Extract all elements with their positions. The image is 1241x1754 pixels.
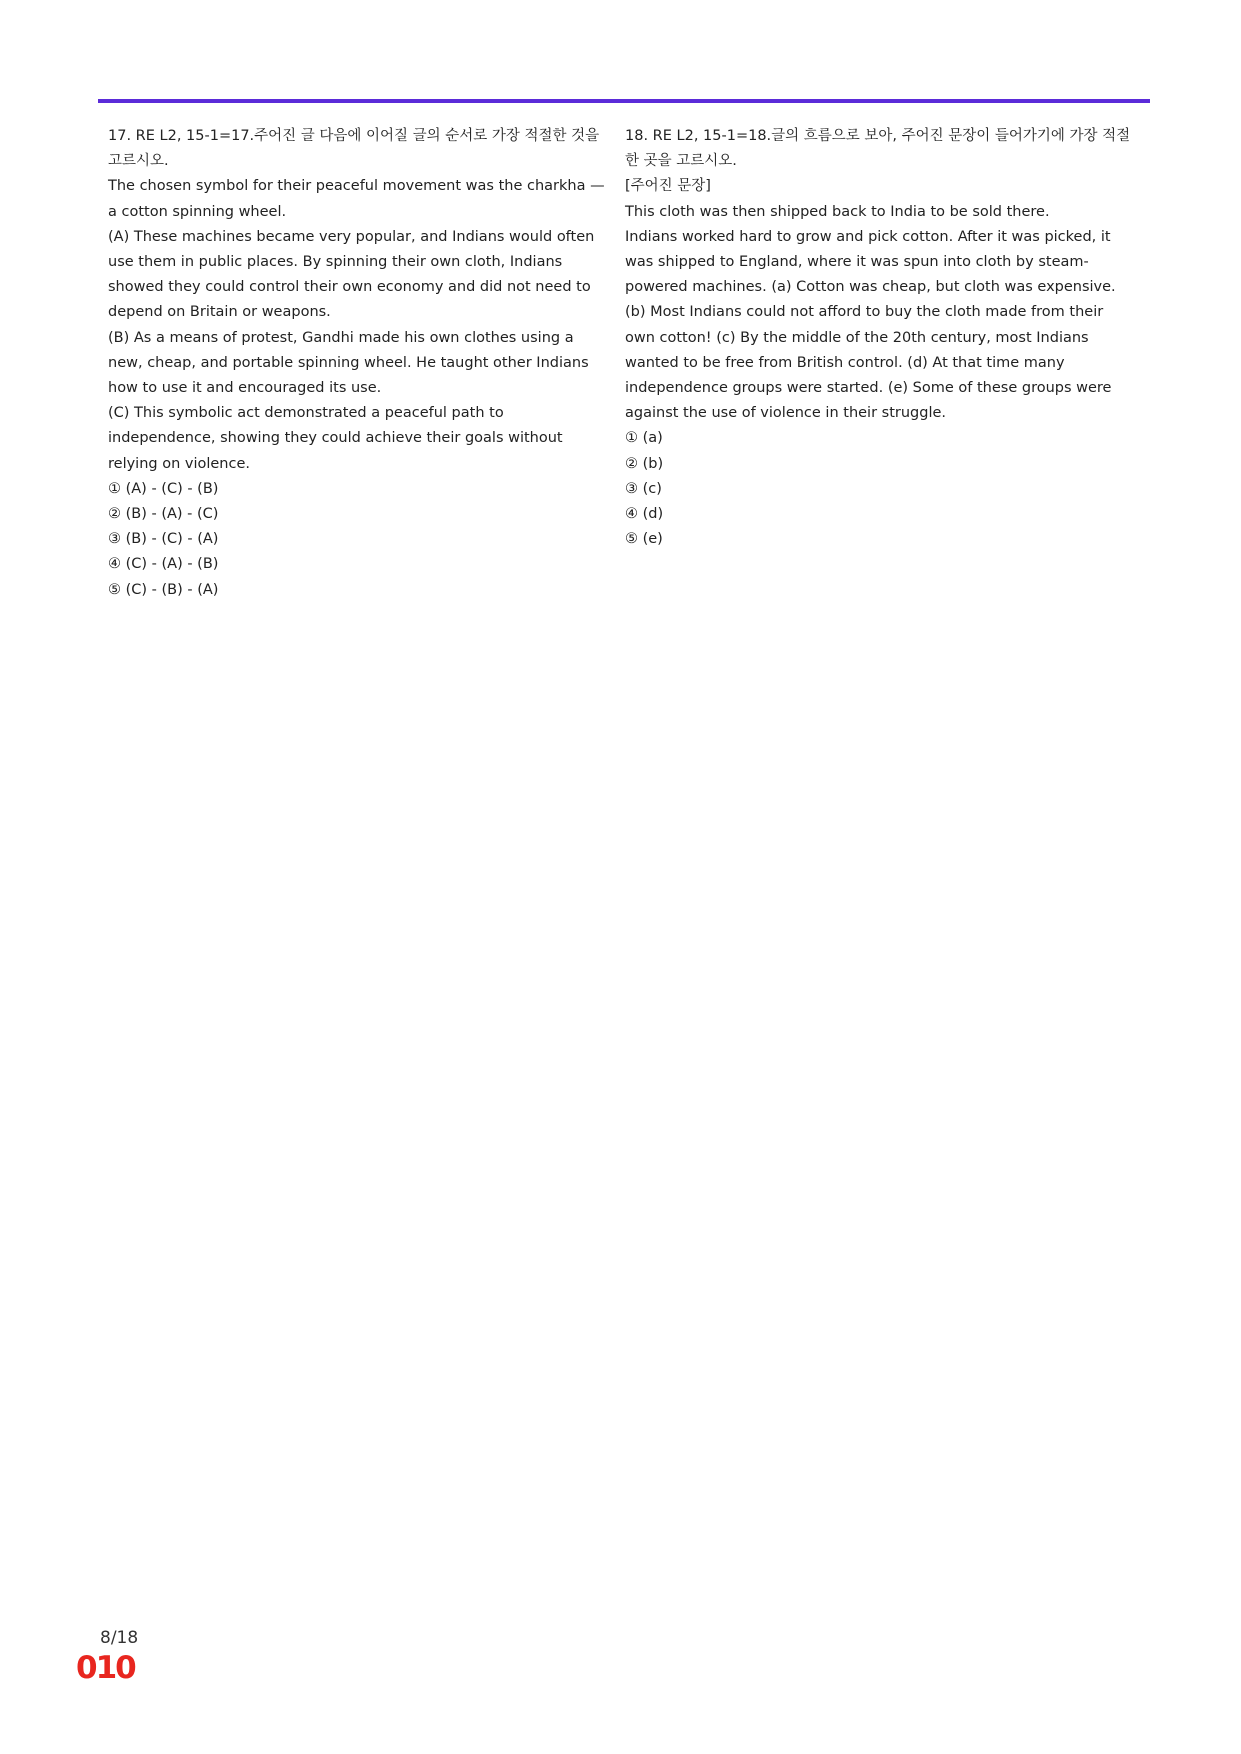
choice-2: ② (b): [625, 455, 664, 472]
question-17-paragraph-c: (C) This symbolic act demonstrated a peaceful path to independence, showing they could achieve their goals without relying on violence.: [108, 405, 563, 472]
question-17-intro: The chosen symbol for their peaceful movement was the charkha — a cotton spinning wheel.: [108, 178, 605, 220]
given-sentence: This cloth was then shipped back to India to be sold there.: [625, 203, 1050, 220]
question-18-header: 18. RE L2, 15-1=18.글의 흐름으로 보아, 주어진 문장이 들어가기에 가장 적절한 곳을 고르시오.: [625, 128, 1131, 170]
page-number: 8/18: [100, 1628, 139, 1648]
choice-1: ① (A) - (C) - (B): [108, 480, 219, 497]
question-17-header: 17. RE L2, 15-1=17.주어진 글 다음에 이어질 글의 순서로 가장 적절한 것을 고르시오.: [108, 128, 600, 170]
choice-3: ③ (B) - (C) - (A): [108, 531, 219, 548]
question-17: [108, 124, 610, 603]
question-17-choices: [108, 477, 610, 603]
choice-2: ② (B) - (A) - (C): [108, 506, 219, 523]
choice-5: ⑤ (e): [625, 531, 663, 548]
question-18-passage: Indians worked hard to grow and pick cotton. After it was picked, it was shipped to England, where it was spun into cloth by steam-powered machines. (a) Cotton was cheap, but cloth was expensive. (b) Most Indians could not afford to buy the cloth made from their own cotton! (c) By the middle of the 20th century, most Indians wanted to be free from British control. (d) At that time many independence groups were started. (e) Some of these groups were against the use of violence in their struggle.: [625, 228, 1116, 422]
brand-logo: 010: [76, 1650, 135, 1686]
question-18-choices: [625, 426, 1135, 552]
question-18: [625, 124, 1135, 552]
question-17-paragraph-b: (B) As a means of protest, Gandhi made his own clothes using a new, cheap, and portable spinning wheel. He taught other Indians how to use it and encouraged its use.: [108, 329, 589, 397]
choice-5: ⑤ (C) - (B) - (A): [108, 581, 219, 598]
question-17-paragraph-a: (A) These machines became very popular, and Indians would often use them in public places. By spinning their own cloth, Indians showed they could control their own economy and did not need to depend on Britain or weapons.: [108, 228, 595, 321]
choice-3: ③ (c): [625, 480, 662, 497]
given-sentence-label: [주어진 문장]: [625, 178, 711, 195]
top-accent-rule: [98, 99, 1150, 103]
choice-4: ④ (C) - (A) - (B): [108, 556, 219, 573]
choice-1: ① (a): [625, 430, 663, 447]
choice-4: ④ (d): [625, 506, 664, 523]
